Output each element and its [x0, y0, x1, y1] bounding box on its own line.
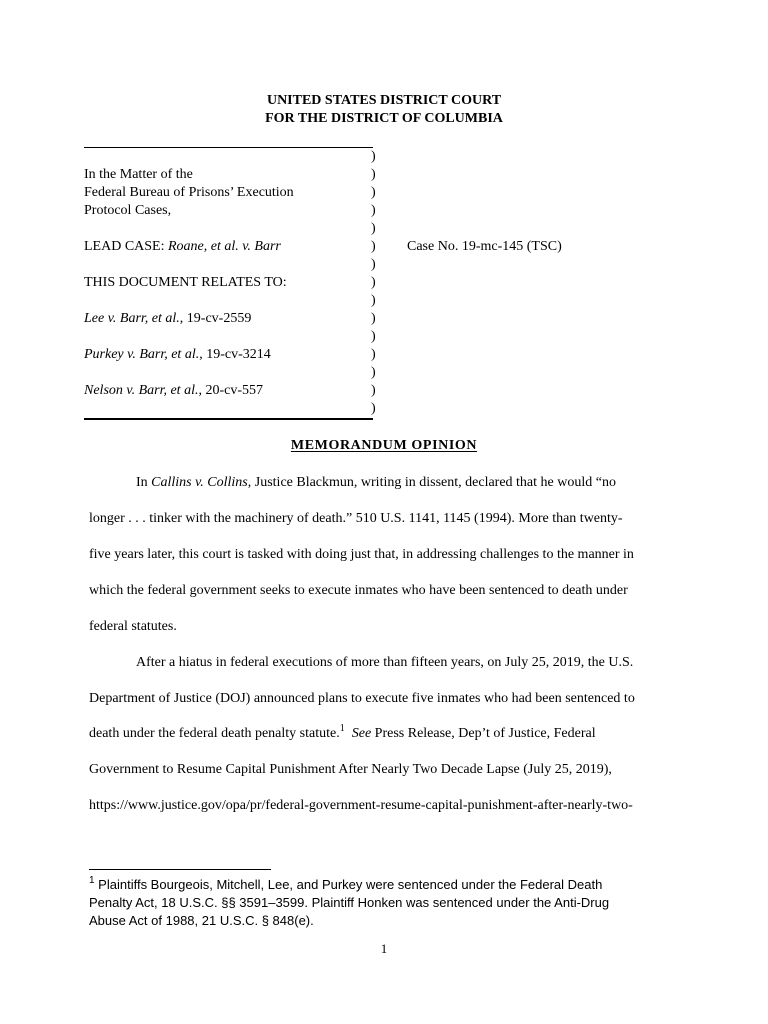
body-line: [136, 474, 616, 492]
caption-paren: ): [371, 275, 376, 290]
caption-paren: ): [371, 257, 376, 272]
related-case: [84, 346, 271, 364]
caption-bottom-rule: [84, 418, 373, 420]
caption-paren: ): [371, 383, 376, 398]
lead-case-name: Roane, et al. v. Barr: [168, 239, 281, 254]
caption-paren: ): [371, 293, 376, 308]
lead-case-label: LEAD CASE:: [84, 239, 168, 254]
court-district: FOR THE DISTRICT OF COLUMBIA: [265, 111, 503, 126]
body-line: After a hiatus in federal executions of more than fifteen years, on July 25, 2019, the U.S.: [136, 655, 634, 670]
signal-see: See: [351, 726, 372, 741]
caption-paren: ): [371, 239, 376, 254]
caption-paren: ): [371, 167, 376, 182]
caption-top-rule: [84, 147, 373, 148]
body-line: Government to Resume Capital Punishment After Nearly Two Decade Lapse (July 25, 2019),: [89, 762, 612, 777]
case-number: Case No. 19-mc-145 (TSC): [407, 239, 562, 254]
body-line: [89, 725, 596, 743]
body-line: longer . . . tinker with the machinery of death.” 510 U.S. 1141, 1145 (1994). More than twenty-: [89, 511, 623, 526]
caption-paren: ): [371, 185, 376, 200]
body-text: death under the federal death penalty statute.: [89, 726, 340, 741]
body-line: Department of Justice (DOJ) announced plans to execute five inmates who had been sentenced to: [89, 691, 635, 706]
caption-matter-line: In the Matter of the: [84, 167, 193, 182]
case-citation: Callins v. Collins: [151, 475, 248, 490]
related-case-number: , 19-cv-2559: [179, 311, 252, 326]
footnote-mark: 1: [89, 875, 95, 886]
footnote-line: Penalty Act, 18 U.S.C. §§ 3591–3599. Plaintiff Honken was sentenced under the Anti-Drug: [89, 895, 610, 910]
footnote-separator: [89, 869, 271, 870]
related-case-name: Purkey v. Barr, et al.: [84, 347, 200, 362]
body-line: which the federal government seeks to execute inmates who have been sentenced to death under: [89, 583, 628, 598]
body-text: Press Release, Dep’t of Justice, Federal: [371, 726, 596, 741]
caption-paren: ): [371, 329, 376, 344]
caption-matter-line: Federal Bureau of Prisons’ Execution: [84, 185, 294, 200]
related-case: [84, 310, 251, 328]
page-number: 1: [380, 941, 388, 956]
caption-paren: ): [371, 365, 376, 380]
related-case-number: , 19-cv-3214: [199, 347, 271, 362]
caption-matter-line: Protocol Cases,: [84, 203, 172, 218]
lead-case: [84, 238, 281, 256]
caption-paren: ): [371, 347, 376, 362]
caption-paren: ): [371, 203, 376, 218]
footnote-text: Plaintiffs Bourgeois, Mitchell, Lee, and Purkey were sentenced under the Federal Death: [94, 877, 603, 892]
footnote-line: Abuse Act of 1988, 21 U.S.C. § 848(e).: [89, 913, 314, 928]
relates-to: THIS DOCUMENT RELATES TO:: [84, 275, 287, 290]
body-line: federal statutes.: [89, 619, 177, 634]
document-heading: MEMORANDUM OPINION: [290, 438, 478, 453]
caption-paren: ): [371, 401, 376, 416]
related-case-name: Nelson v. Barr, et al.: [84, 383, 199, 398]
body-line: five years later, this court is tasked with doing just that, in addressing challenges to the manner in: [89, 547, 634, 562]
related-case: [84, 382, 263, 400]
caption-paren: ): [371, 149, 376, 164]
body-text: , Justice Blackmun, writing in dissent, declared that he would “no: [247, 475, 616, 490]
caption-paren: ): [371, 221, 376, 236]
court-name: UNITED STATES DISTRICT COURT: [266, 93, 502, 108]
related-case-number: , 20-cv-557: [198, 383, 264, 398]
footnote-reference[interactable]: 1: [339, 723, 345, 734]
url-text: https://www.justice.gov/opa/pr/federal-government-resume-capital-punishment-after-nearly-two-: [89, 798, 633, 813]
caption-paren: ): [371, 311, 376, 326]
related-case-name: Lee v. Barr, et al.: [84, 311, 180, 326]
caption-parentheses: [371, 148, 376, 418]
footnote-line: [89, 876, 602, 894]
body-text: In: [136, 475, 152, 490]
